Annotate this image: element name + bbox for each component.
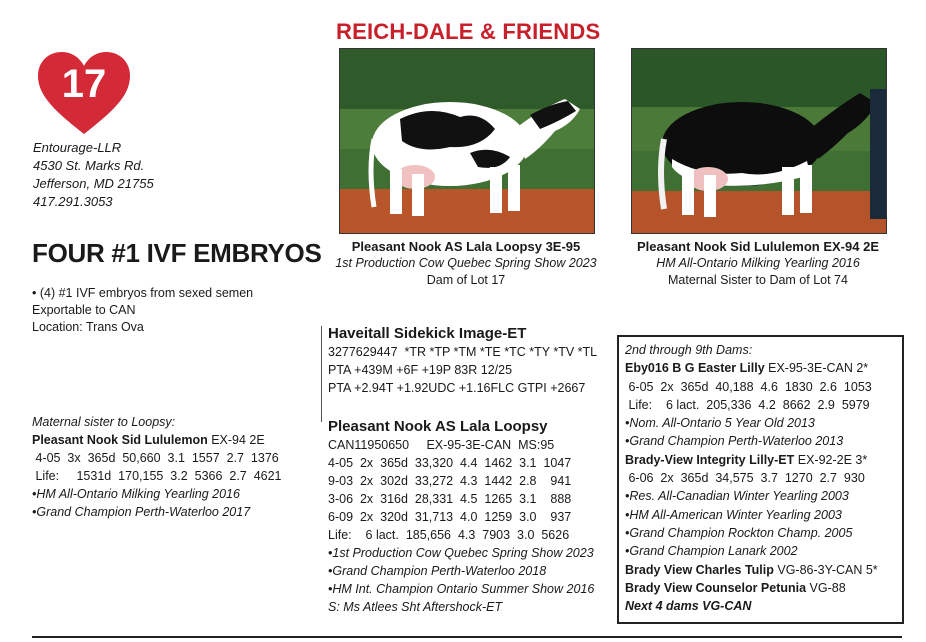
consignor-phone: 417.291.3053 bbox=[33, 194, 113, 209]
dam4-score: VG-86-3Y-CAN 5* bbox=[773, 562, 878, 577]
dam-record: 4-05 2x 365d 33,320 4.4 1462 3.1 1047 bbox=[328, 456, 572, 470]
bottom-rule bbox=[32, 636, 902, 638]
dam3-honor: •Grand Champion Lanark 2002 bbox=[625, 544, 798, 559]
detail-line: Exportable to CAN bbox=[32, 303, 136, 317]
dams-box-footer: Next 4 dams VG-CAN bbox=[625, 599, 752, 614]
dam5-score: VG-88 bbox=[806, 580, 846, 595]
holstein-cow-photo bbox=[632, 49, 886, 233]
detail-line: • (4) #1 IVF embryos from sexed semen bbox=[32, 286, 254, 300]
dam3-honor: •Res. All-Canadian Winter Yearling 2003 bbox=[625, 489, 849, 504]
photo-caption-relation: Dam of Lot 17 bbox=[426, 273, 506, 287]
maternal-sister-record: Life: 1531d 170,155 3.2 5366 2.7 4621 bbox=[32, 469, 282, 483]
sire-line: 3277629447 *TR *TP *TM *TE *TC *TY *TV *TL bbox=[328, 345, 598, 359]
dam-record: 3-06 2x 316d 28,331 4.5 1265 3.1 888 bbox=[328, 492, 572, 506]
dam-record: 6-09 2x 320d 31,713 4.0 1259 3.0 937 bbox=[328, 510, 572, 524]
maternal-sister-name: Pleasant Nook Sid Lululemon bbox=[32, 433, 208, 447]
lot-headline: FOUR #1 IVF EMBRYOS bbox=[32, 238, 322, 268]
dam-honor: •HM Int. Champion Ontario Summer Show 2016 bbox=[328, 582, 595, 596]
dam3-honor: •HM All-American Winter Yearling 2003 bbox=[625, 507, 842, 522]
dam2-score: EX-95-3E-CAN 2* bbox=[764, 361, 869, 376]
cow-photo-lala-loopsy bbox=[339, 48, 595, 234]
dam2-name: Eby016 B G Easter Lilly bbox=[625, 361, 765, 376]
photo-caption-2 bbox=[608, 238, 908, 289]
dam3-honor: •Grand Champion Rockton Champ. 2005 bbox=[625, 525, 853, 540]
divider bbox=[321, 326, 322, 422]
sire-line: PTA +2.94T +1.92UDC +1.16FLC GTPI +2667 bbox=[328, 381, 586, 395]
banner-title: REICH-DALE & FRIENDS bbox=[336, 19, 601, 44]
photo-caption-award: HM All-Ontario Milking Yearling 2016 bbox=[656, 256, 860, 270]
dam2-honor: •Nom. All-Ontario 5 Year Old 2013 bbox=[625, 416, 815, 431]
dam5-name: Brady View Counselor Petunia bbox=[625, 580, 807, 595]
cow-photo-lululemon bbox=[631, 48, 887, 234]
dam3-score: EX-92-2E 3* bbox=[794, 452, 868, 467]
detail-line: Location: Trans Ova bbox=[32, 320, 144, 334]
photo-caption-1 bbox=[316, 238, 616, 289]
photo-caption-name: Pleasant Nook Sid Lululemon EX-94 2E bbox=[636, 239, 879, 254]
photo-caption-award: 1st Production Cow Quebec Spring Show 2023 bbox=[335, 256, 597, 270]
lot-number: 17 bbox=[61, 62, 107, 106]
dams-box-title: 2nd through 9th Dams: bbox=[625, 343, 753, 357]
dam2-record: 6-05 2x 365d 40,188 4.6 1830 2.6 1053 bbox=[625, 379, 872, 394]
photo-caption-relation: Maternal Sister to Dam of Lot 74 bbox=[668, 273, 848, 287]
dam-id-line: CAN11950650 EX-95-3E-CAN MS:95 bbox=[328, 438, 555, 452]
dam3-name: Brady-View Integrity Lilly-ET bbox=[625, 452, 795, 467]
maternal-sister-honor: •Grand Champion Perth-Waterloo 2017 bbox=[32, 505, 251, 519]
lot-details bbox=[32, 285, 253, 336]
dam4-name: Brady View Charles Tulip bbox=[625, 562, 774, 577]
sire-line: PTA +439M +6F +19P 83R 12/25 bbox=[328, 363, 513, 377]
consignor-name: Entourage-LLR bbox=[33, 140, 122, 155]
sire-block bbox=[328, 325, 597, 397]
dam-honor: •1st Production Cow Quebec Spring Show 2023 bbox=[328, 546, 594, 560]
dam-block bbox=[328, 418, 594, 616]
photo-caption-name: Pleasant Nook AS Lala Loopsy 3E-95 bbox=[351, 239, 581, 254]
dam2-record: Life: 6 lact. 205,336 4.2 8662 2.9 5979 bbox=[625, 397, 870, 412]
maternal-sister-score: EX-94 2E bbox=[207, 433, 265, 447]
maternal-sister-record: 4-05 3x 365d 50,660 3.1 1557 2.7 1376 bbox=[32, 451, 279, 465]
dam-name: Pleasant Nook AS Lala Loopsy bbox=[328, 418, 548, 435]
consignor-block bbox=[33, 139, 154, 211]
dam2-honor: •Grand Champion Perth-Waterloo 2013 bbox=[625, 434, 844, 449]
maternal-sister-honor: •HM All-Ontario Milking Yearling 2016 bbox=[32, 487, 240, 501]
dam3-record: 6-06 2x 365d 34,575 3.7 1270 2.7 930 bbox=[625, 471, 865, 486]
dams-box-content bbox=[625, 341, 878, 615]
holstein-cow-photo bbox=[340, 49, 594, 233]
dam-record: Life: 6 lact. 185,656 4.3 7903 3.0 5626 bbox=[328, 528, 570, 542]
dam-honor: •Grand Champion Perth-Waterloo 2018 bbox=[328, 564, 547, 578]
maternal-sister-intro: Maternal sister to Loopsy: bbox=[32, 415, 176, 429]
consignor-city: Jefferson, MD 21755 bbox=[33, 176, 154, 191]
consignor-address: 4530 St. Marks Rd. bbox=[33, 158, 145, 173]
sire-name: Haveitall Sidekick Image-ET bbox=[328, 325, 527, 342]
maternal-sister-block bbox=[32, 413, 282, 521]
dam-record: 9-03 2x 302d 33,272 4.3 1442 2.8 941 bbox=[328, 474, 572, 488]
dam-sire-line: S: Ms Atlees Sht Aftershock-ET bbox=[328, 600, 503, 614]
